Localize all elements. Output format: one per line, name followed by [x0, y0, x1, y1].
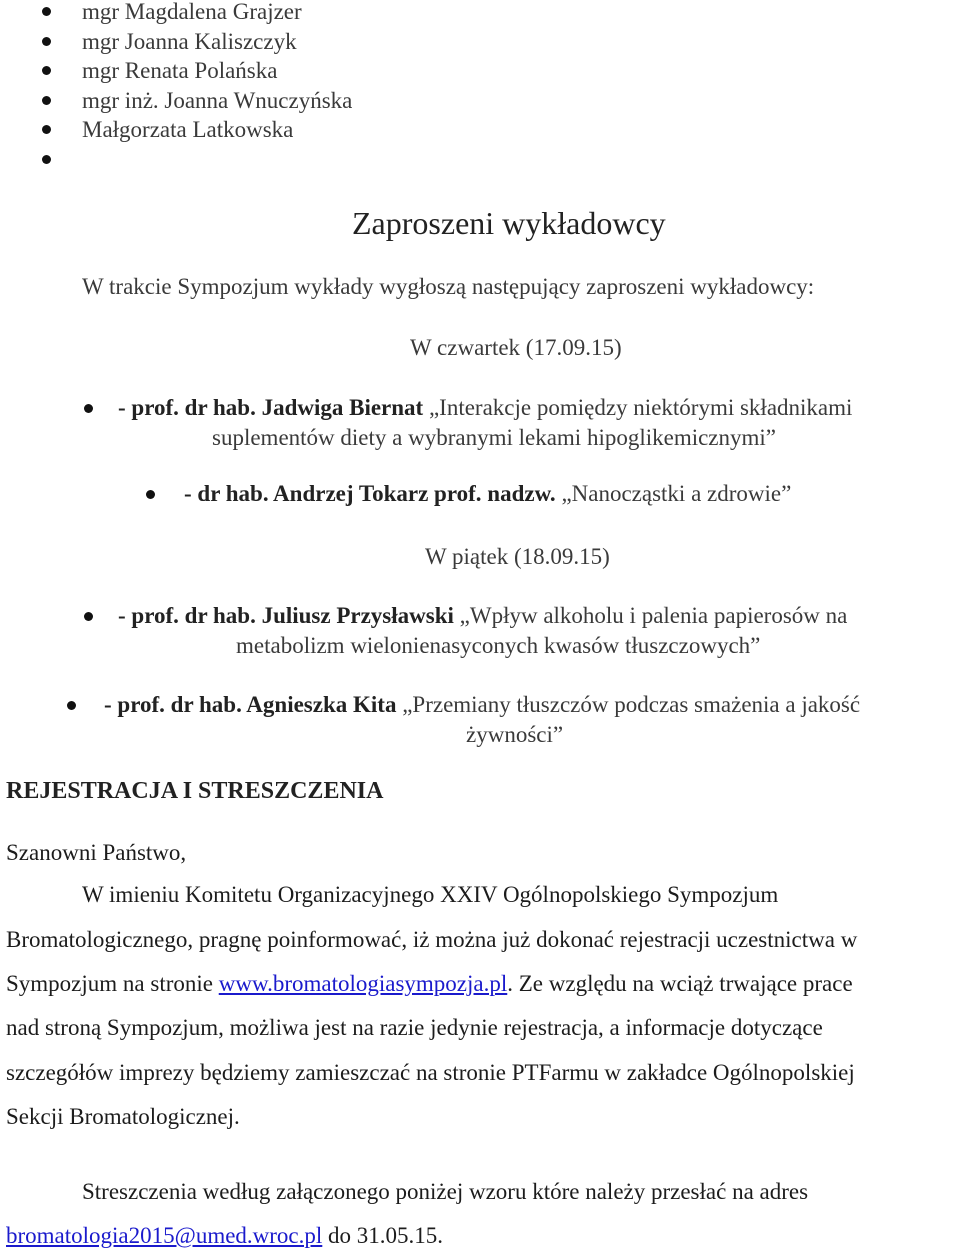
paragraph-line [6, 969, 853, 998]
day-heading-thursday: W czwartek (17.09.15) [410, 335, 622, 360]
section-heading-lecturers: Zaproszeni wykładowcy [352, 205, 666, 241]
list-item: mgr inż. Joanna Wnuczyńska [82, 88, 353, 113]
lecture-title: „Nanocząstki a zdrowie” [555, 481, 792, 506]
bullet-icon [84, 612, 93, 621]
lecturer-name: - prof. dr hab. Agnieszka Kita [104, 692, 397, 717]
lecture-2 [184, 479, 791, 508]
bullet-icon [42, 7, 51, 16]
lecturers-intro: W trakcie Sympozjum wykłady wygłoszą następujący zaproszeni wykładowcy: [82, 274, 815, 299]
list-item: mgr Joanna Kaliszczyk [82, 29, 297, 54]
paragraph-line [6, 1221, 443, 1250]
lecture-4 [104, 690, 860, 719]
bullet-icon [42, 155, 51, 164]
bullet-icon [146, 490, 155, 499]
bullet-icon [67, 701, 76, 710]
bullet-icon [42, 125, 51, 134]
lecture-title: „Przemiany tłuszczów podczas smażenia a jakość [396, 692, 861, 717]
bullet-icon [42, 66, 51, 75]
lecture-3 [118, 601, 847, 630]
day-heading-friday: W piątek (18.09.15) [425, 544, 610, 569]
website-link[interactable]: www.bromatologiasympozja.pl [218, 971, 508, 996]
bullet-icon [84, 404, 93, 413]
lecture-title-continued: metabolizm wielonienasyconych kwasów tłuszczowych” [236, 633, 761, 658]
paragraph-line: Sekcji Bromatologicznej. [6, 1104, 240, 1129]
lecturer-name: - prof. dr hab. Juliusz Przysławski [118, 603, 454, 628]
paragraph-line: Bromatologicznego, pragnę poinformować, iż można już dokonać rejestracji uczestnictwa w [6, 927, 858, 952]
lecture-title-continued: suplementów diety a wybranymi lekami hipoglikemicznymi” [212, 425, 777, 450]
bullet-icon [42, 96, 51, 105]
lecture-title: „Interakcje pomiędzy niektórymi składnikami [423, 395, 853, 420]
lecturer-name: - dr hab. Andrzej Tokarz prof. nadzw. [184, 481, 556, 506]
paragraph-line: Streszczenia według załączonego poniżej wzoru które należy przesłać na adres [82, 1179, 809, 1204]
text-fragment: do 31.05.15. [322, 1223, 444, 1248]
list-item: mgr Magdalena Grajzer [82, 0, 302, 24]
salutation: Szanowni Państwo, [6, 840, 187, 865]
email-link[interactable]: bromatologia2015@umed.wroc.pl [6, 1223, 323, 1248]
lecturer-name: - prof. dr hab. Jadwiga Biernat [118, 395, 424, 420]
paragraph-line: szczegółów imprezy będziemy zamieszczać na stronie PTFarmu w zakładce Ogólnopolskiej [6, 1060, 855, 1085]
lecture-1 [118, 393, 852, 422]
list-item: mgr Renata Polańska [82, 58, 278, 83]
bullet-icon [42, 37, 51, 46]
lecture-title: „Wpływ alkoholu i palenia papierosów na [453, 603, 848, 628]
list-item: Małgorzata Latkowska [82, 117, 294, 142]
paragraph-line: nad stroną Sympozjum, możliwa jest na razie jedynie rejestracja, a informacje dotyczące [6, 1015, 823, 1040]
lecture-title-continued: żywności” [466, 722, 564, 747]
text-fragment: Sympozjum na stronie [6, 971, 219, 996]
section-heading-registration: REJESTRACJA I STRESZCZENIA [6, 778, 384, 804]
paragraph-line: W imieniu Komitetu Organizacyjnego XXIV Ogólnopolskiego Sympozjum [82, 882, 779, 907]
text-fragment: . Ze względu na wciąż trwające prace [507, 971, 853, 996]
